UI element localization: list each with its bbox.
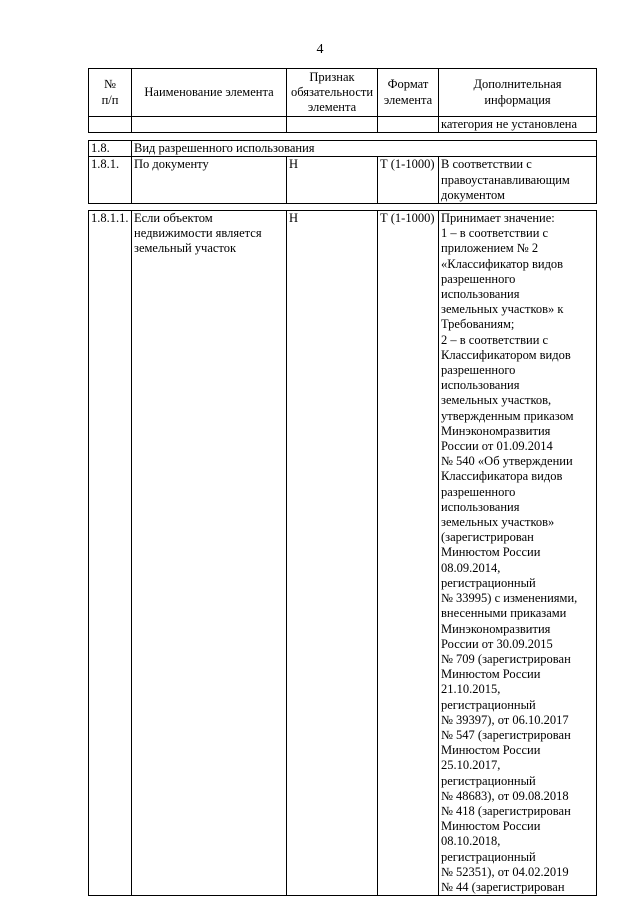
header-num: № п/п [89,69,132,117]
cell-mandatory: Н [287,211,378,896]
header-format: Формат элемента [378,69,439,117]
cell-num: 1.8.1.1. [89,211,132,896]
header-name: Наименование элемента [132,69,287,117]
cell-format [378,117,439,133]
cell-mandatory [287,117,378,133]
cell-name: Вид разрешенного использования [132,141,597,157]
cell-format: Т (1-1000) [378,211,439,896]
cell-info: В соответствии с правоустанавливающим документом [439,157,597,204]
table-row-spacer [89,133,597,141]
cell-name [132,117,287,133]
cell-format: Т (1-1000) [378,157,439,204]
table-row [89,157,597,204]
table-row [89,211,597,896]
table-row-spacer [89,204,597,211]
table-header-row [89,69,597,117]
table-row [89,117,597,133]
header-mandatory: Признак обязательности элемента [287,69,378,117]
cell-mandatory: Н [287,157,378,204]
page-number: 4 [316,42,324,57]
elements-table [88,68,597,896]
cell-info: категория не установлена [439,117,597,133]
cell-num [89,117,132,133]
cell-name: Если объектом недвижимости является земельный участок [132,211,287,896]
table-row [89,141,597,157]
header-info: Дополнительная информация [439,69,597,117]
cell-num: 1.8.1. [89,157,132,204]
cell-name: По документу [132,157,287,204]
cell-num: 1.8. [89,141,132,157]
cell-info: Принимает значение: 1 – в соответствии с приложением № 2 «Классификатор видов разрешенного использования земельных участков» к Требованиям; 2 – в соответствии с Классификатором видов разрешенного использования земельных участков, утвержденным приказом Минэкономразвития России от 01.09.2014 № 540 «Об утверждении Классификатора видов разрешенного использования земельных участков» (зарегистрирован Минюстом России 08.09.2014, регистрационный № 33995) с изменениями, внесенными приказами Минэкономразвития России от 30.09.2015 № 709 (зарегистрирован Минюстом России 21.10.2015, регистрационный № 39397), от 06.10.2017 № 547 (зарегистрирован Минюстом России 25.10.2017, регистрационный № 48683), от 09.08.2018 № 418 (зарегистрирован Минюстом России 08.10.2018, регистрационный № 52351), от 04.02.2019 № 44 (зарегистрирован [439,211,597,896]
